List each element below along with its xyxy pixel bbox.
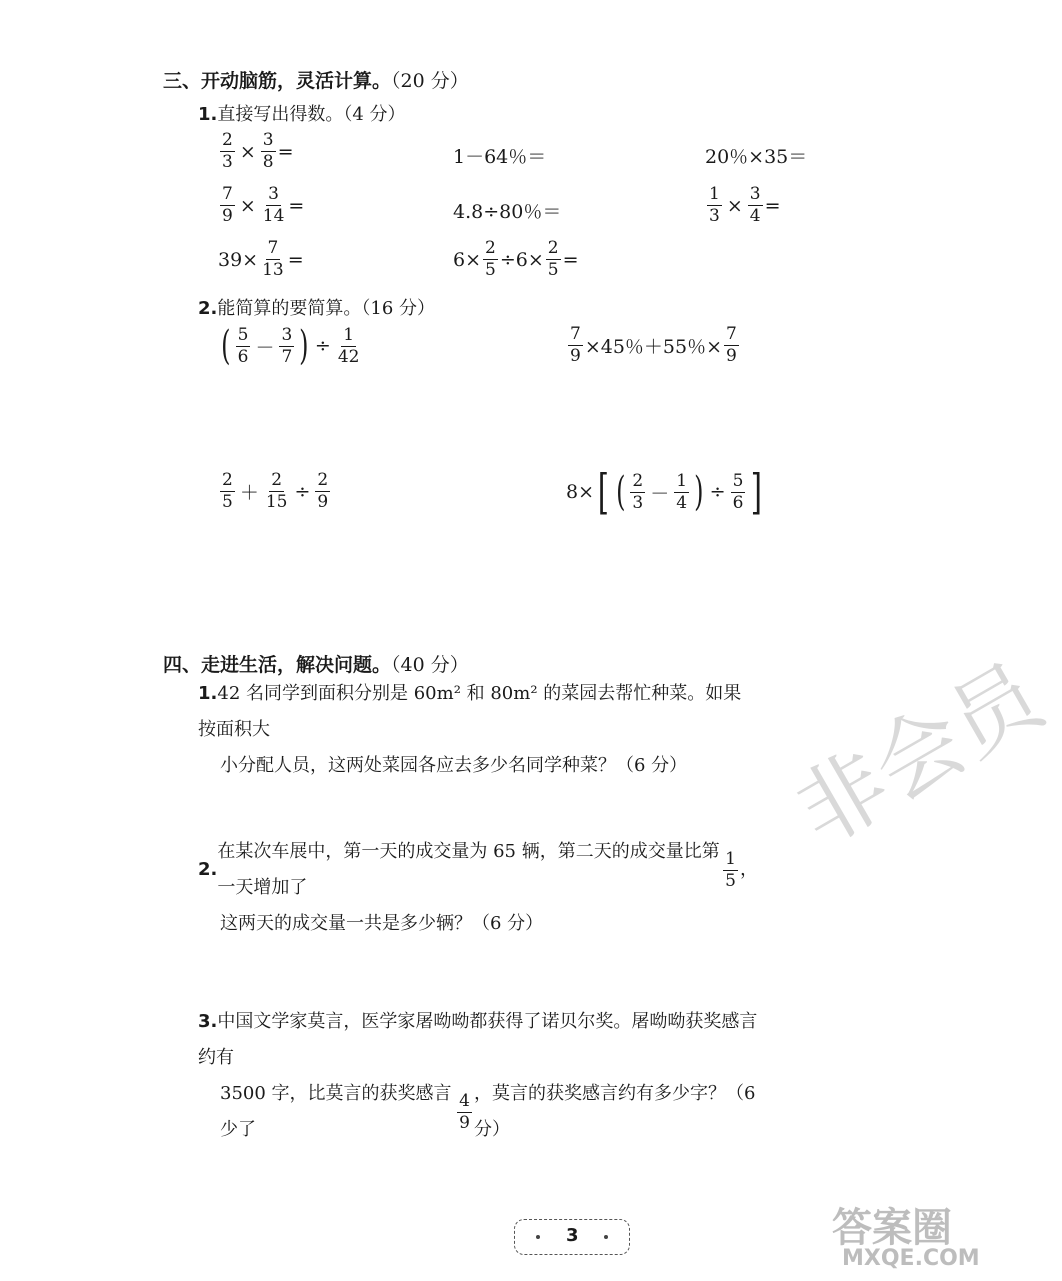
simplify-expr-1: ( $\frac{5}{6}$ － $\frac{3}{7}$ ) ÷ $\frac{1}{42}$ [221, 323, 360, 369]
page-number: 3 [566, 1225, 579, 1246]
calc-r1c1: $\frac{2}{3}$ × $\frac{3}{8}$ = [222, 130, 294, 172]
question-2-title: 2.能简算的要简算。（16 分） [198, 298, 435, 319]
calc-r3c2: 6× $\frac{2}{5}$ ÷6× $\frac{2}{5}$ = [453, 238, 579, 280]
logo-bottom: MXQE.COM [842, 1246, 980, 1271]
calc-r1c2: 1－64％＝ [453, 146, 547, 168]
calc-r1c3: 20％×35＝ [705, 146, 808, 168]
problem-3: 3.中国文学家莫言，医学家屠呦呦都获得了诺贝尔奖。屠呦呦获奖感言约有 3500 字，比莫言的获奖感言少了 $\frac{4}{9}$ ，莫言的获奖感言约有多少字？（6 分） [198, 1011, 758, 1140]
watermark: 非会员 [779, 643, 1060, 865]
calc-r2c1: $\frac{7}{9}$ × $\frac{3}{14}$ = [222, 184, 305, 226]
section-4-title: 四、走进生活，解决问题。（40 分） [163, 654, 469, 676]
simplify-expr-2: $\frac{7}{9}$ ×45％＋55％× $\frac{7}{9}$ [570, 324, 737, 366]
dot-right [604, 1235, 608, 1239]
calc-r3c1: 39× $\frac{7}{13}$ = [218, 238, 304, 280]
calc-r2c2: 4.8÷80％＝ [453, 201, 562, 223]
problem-2: 2. 在某次车展中，第一天的成交量为 65 辆，第二天的成交量比第一天增加了 $\frac{1}{5}$ ， 这两天的成交量一共是多少辆？（6 分） [198, 841, 758, 934]
page-number-box [514, 1219, 630, 1255]
problem-1: 1.42 名同学到面积分别是 60m² 和 80m² 的菜园去帮忙种菜。如果按面积大 小分配人员，这两处菜园各应去多少名同学种菜？（6 分） [198, 683, 742, 776]
dot-left [536, 1235, 540, 1239]
question-1-title: 1.直接写出得数。（4 分） [198, 104, 406, 125]
section-3-title: 三、开动脑筋，灵活计算。（20 分） [163, 70, 469, 92]
simplify-expr-3: $\frac{2}{5}$ ＋ $\frac{2}{15}$ ÷ $\frac{2}{9}$ [222, 470, 329, 512]
logo-top: 答案圈 [832, 1205, 952, 1251]
calc-r2c3: $\frac{1}{3}$ × $\frac{3}{4}$ = [709, 184, 781, 226]
simplify-expr-4: 8× [ ( $\frac{2}{3}$ － $\frac{1}{4}$ ) ÷ $\frac{5}{6}$ ] [566, 464, 763, 520]
